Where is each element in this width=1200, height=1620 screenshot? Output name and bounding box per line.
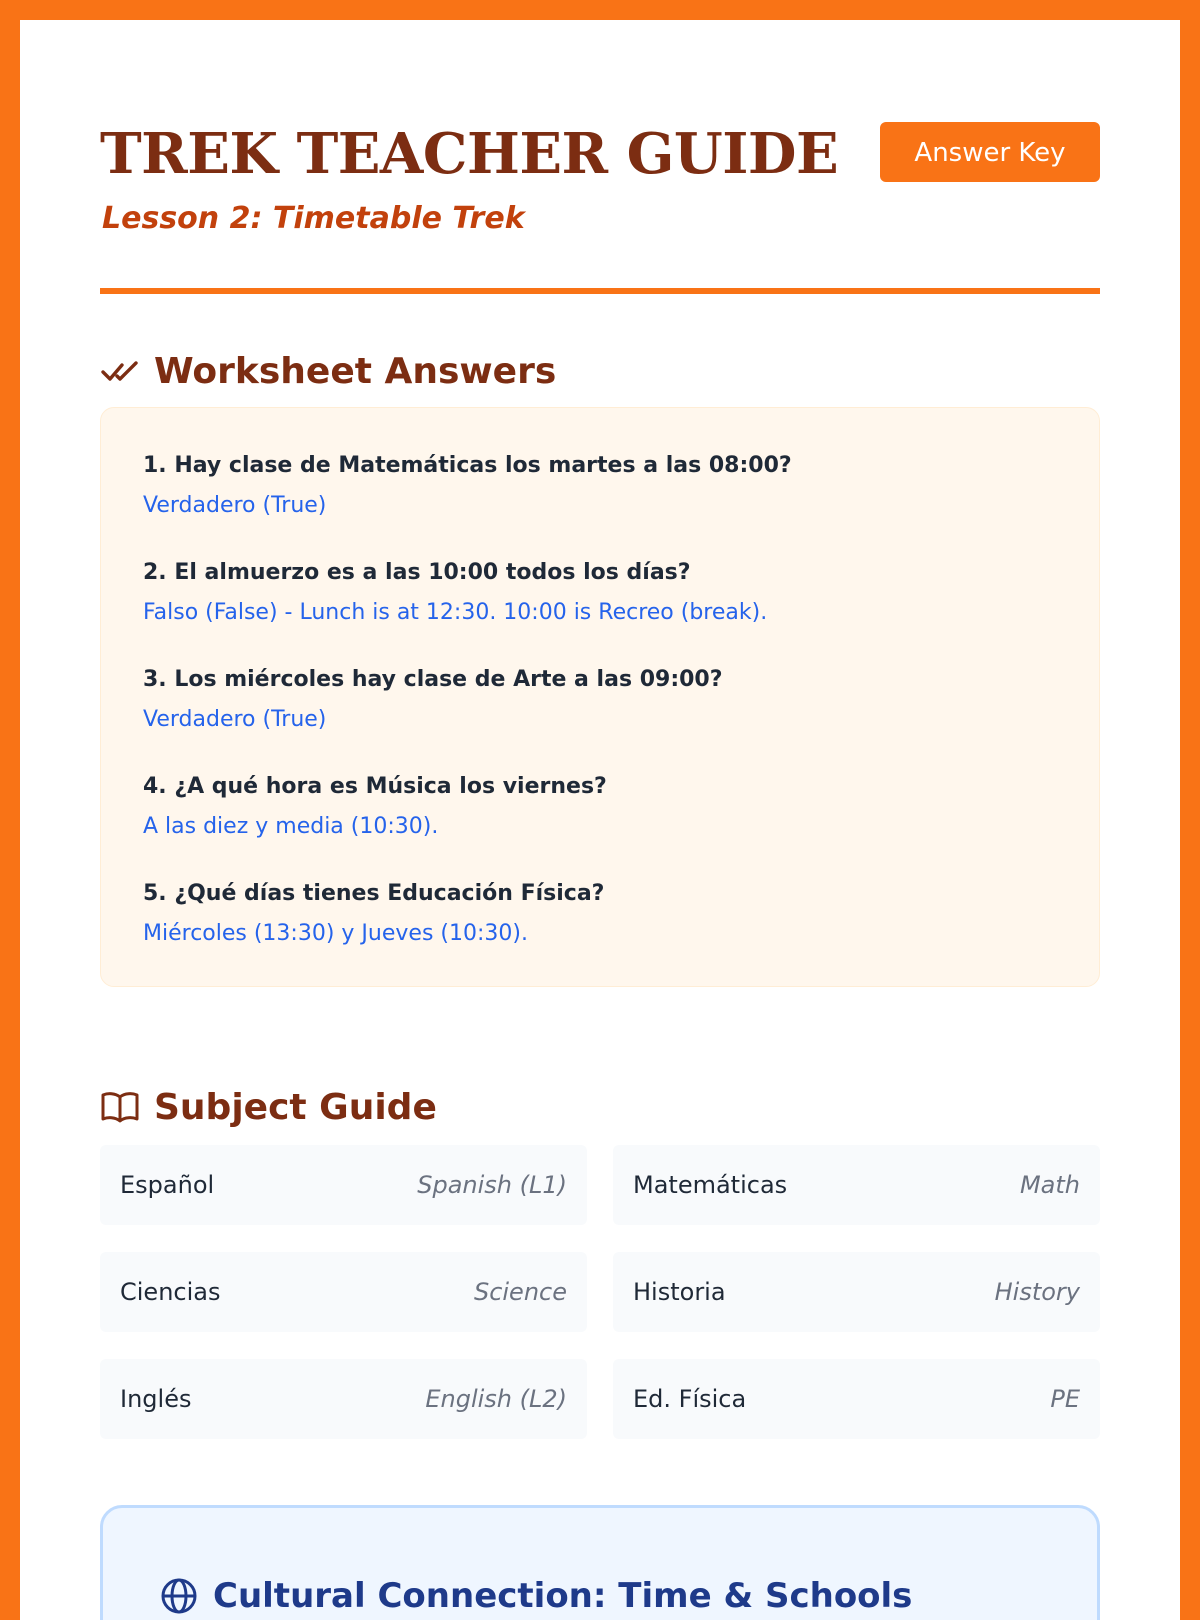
subject-english: English (L2) (425, 1385, 567, 1413)
subject-english: PE (1050, 1385, 1080, 1413)
answer-text: Miércoles (13:30) y Jueves (10:30). (143, 921, 528, 946)
question-text: 4. ¿A qué hora es Música los viernes? (143, 774, 607, 799)
qa-item (143, 878, 1057, 985)
page-title: TREK TEACHER GUIDE (100, 121, 839, 187)
qa-item (143, 557, 1057, 664)
worksheet-heading: Worksheet Answers (154, 350, 557, 392)
cultural-heading-row (159, 1576, 912, 1616)
subject-heading: Subject Guide (154, 1086, 437, 1128)
cultural-heading: Cultural Connection: Time & Schools (213, 1576, 913, 1616)
subject-card (100, 1359, 587, 1439)
subject-card (613, 1252, 1100, 1332)
globe-icon (159, 1576, 199, 1616)
subject-english: History (994, 1278, 1080, 1306)
qa-item (143, 771, 1057, 878)
question-text: 3. Los miércoles hay clase de Arte a las 09:00? (143, 667, 723, 692)
subject-spanish: Inglés (120, 1385, 192, 1413)
answer-key-button[interactable]: Answer Key (880, 122, 1100, 182)
subject-english: Science (473, 1278, 567, 1306)
question-text: 1. Hay clase de Matemáticas los martes a las 08:00? (143, 453, 792, 478)
subject-english: Spanish (L1) (417, 1171, 567, 1199)
open-book-icon (100, 1087, 140, 1127)
subject-spanish: Ed. Física (633, 1385, 747, 1413)
question-text: 5. ¿Qué días tienes Educación Física? (143, 881, 605, 906)
subject-english: Math (1019, 1171, 1080, 1199)
answer-text: Falso (False) - Lunch is at 12:30. 10:00 is Recreo (break). (143, 600, 768, 625)
worksheet-section-heading (100, 346, 556, 396)
subject-card (100, 1145, 587, 1225)
subject-card (613, 1359, 1100, 1439)
double-check-icon (100, 351, 140, 391)
subject-spanish: Matemáticas (633, 1171, 788, 1199)
answer-text: Verdadero (True) (143, 493, 327, 518)
subject-spanish: Ciencias (120, 1278, 221, 1306)
guide-page (20, 20, 1180, 1620)
question-text: 2. El almuerzo es a las 10:00 todos los días? (143, 560, 691, 585)
answer-text: A las diez y media (10:30). (143, 814, 439, 839)
cultural-connection-box (100, 1505, 1100, 1620)
qa-item (143, 664, 1057, 771)
subject-spanish: Historia (633, 1278, 726, 1306)
subject-card (613, 1145, 1100, 1225)
worksheet-answers-box (100, 407, 1100, 987)
page-header (100, 120, 1100, 294)
lesson-subtitle: Lesson 2: Timetable Trek (102, 201, 525, 236)
subject-spanish: Español (120, 1171, 215, 1199)
subject-section-heading (100, 1082, 437, 1132)
answer-text: Verdadero (True) (143, 707, 327, 732)
subject-card (100, 1252, 587, 1332)
qa-item (143, 450, 1057, 557)
